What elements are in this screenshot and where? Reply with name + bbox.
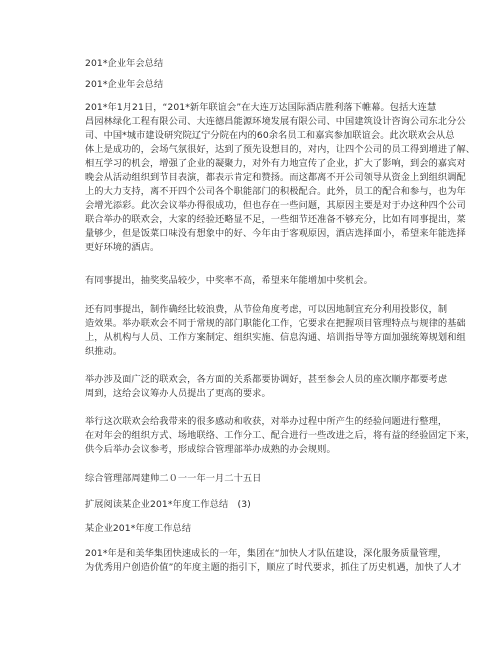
paragraph-1-line: 司、中国*城市建设研究院辽宁分院在内的60余名员工和嘉宾参加联谊会。此次联欢会从总: [85, 130, 455, 141]
paragraph-6-line: 201*年是和美华集团快速成长的一年，集团在“加快人才队伍建设，深化服务质量管理，: [85, 548, 447, 559]
paragraph-1-line: 晚会从活动组织到节目表演，都表示肯定和赞扬。而这都离不开公司领导从资金上到组织调配: [85, 172, 466, 183]
paragraph-1-line: 201*年1月21日，“201*新年联谊会”在大连万达国际酒店胜利落下帷幕。包括大连慧: [85, 102, 437, 113]
paragraph-2: 有同事提出，抽奖奖品较少，中奖率不高，希望来年能增加中奖机会。: [85, 275, 373, 286]
doc-title-repeat: 201*企业年会总结: [85, 79, 164, 90]
doc-title: 201*企业年会总结: [85, 58, 164, 69]
paragraph-3-line: 织推动。: [85, 346, 123, 357]
paragraph-1-line: 昌园林绿化工程有限公司、大连德昌能源环境发展有限公司、中国建筑设计咨询公司东北分公: [85, 116, 466, 127]
paragraph-5-line: 举行这次联欢会给我带来的很多感动和收获，对举办过程中所产生的经验问题进行整理，: [85, 416, 448, 427]
paragraph-1-line: 会增光添彩。此次会议举办得很成功，但也存在一些问题，其原因主要是对于办这种四个公司: [85, 200, 466, 211]
paragraph-3-line: 还有同事提出，制作确经比较浪费，从节俭角度考虑，可以因地制宜充分利用投影仪，制: [85, 304, 448, 315]
extended-reading-heading: 扩展阅读某企业201*年度工作总结 (3): [85, 499, 251, 510]
paragraph-5-line: 供今后举办会议参考，形成综合管理部举办成熟的办会规则。: [85, 444, 336, 455]
paragraph-1-line: 体上是成功的，会场气氛很好，达到了预先设想目的，对内，让四个公司的员工得到增进了解、: [85, 144, 476, 155]
paragraph-1-line: 更好环境的酒店。: [85, 242, 160, 253]
section-subtitle: 某企业201*年度工作总结: [85, 523, 192, 534]
paragraph-3-line: 造效果。举办联欢会不同于常规的部门职能化工作，它要求在把握项目管理特点与规律的基础: [85, 318, 466, 329]
paragraph-1-line: 上的大力支持，离不开四个公司各个职能部门的积极配合。此外，员工的配合和参与，也为年: [85, 186, 466, 197]
paragraph-6-line: 为优秀用户创造价值”的年度主题的指引下，顺应了时代要求，抓住了历史机遇，加快了人才: [85, 562, 462, 573]
paragraph-1-line: 相互学习的机会，增强了企业的凝聚力，对外有力地宣传了企业，扩大了影响，到会的嘉宾对: [85, 158, 466, 169]
paragraph-5-line: 在对年会的组织方式、场地联络、工作分工、配合进行一些改进之后，将有益的经验固定下来，: [85, 430, 476, 441]
paragraph-4-line: 周到，这给会议筹办人员提出了更高的要求。: [85, 388, 271, 399]
paragraph-1-line: 量够少，但是饭菜口味没有想象中的好、今年由于客观原因，酒店选择面小，希望来年能选择: [85, 228, 466, 239]
signature-line: 综合管理部周建帅二０一一年一月二十五日: [85, 473, 262, 484]
paragraph-3-line: 上，从机构与人员、工作方案制定、组织实施、信息沟通、培训指导等方面加强统筹规划和组: [85, 332, 466, 343]
paragraph-4-line: 举办涉及面广泛的联欢会，各方面的关系都要协调好，甚至参会人员的座次顺序都要考虑: [85, 374, 448, 385]
paragraph-1-line: 联合举办的联欢会，大家的经验还略显不足，一些细节还准备不够充分，比如有同事提出，菜: [85, 214, 466, 225]
